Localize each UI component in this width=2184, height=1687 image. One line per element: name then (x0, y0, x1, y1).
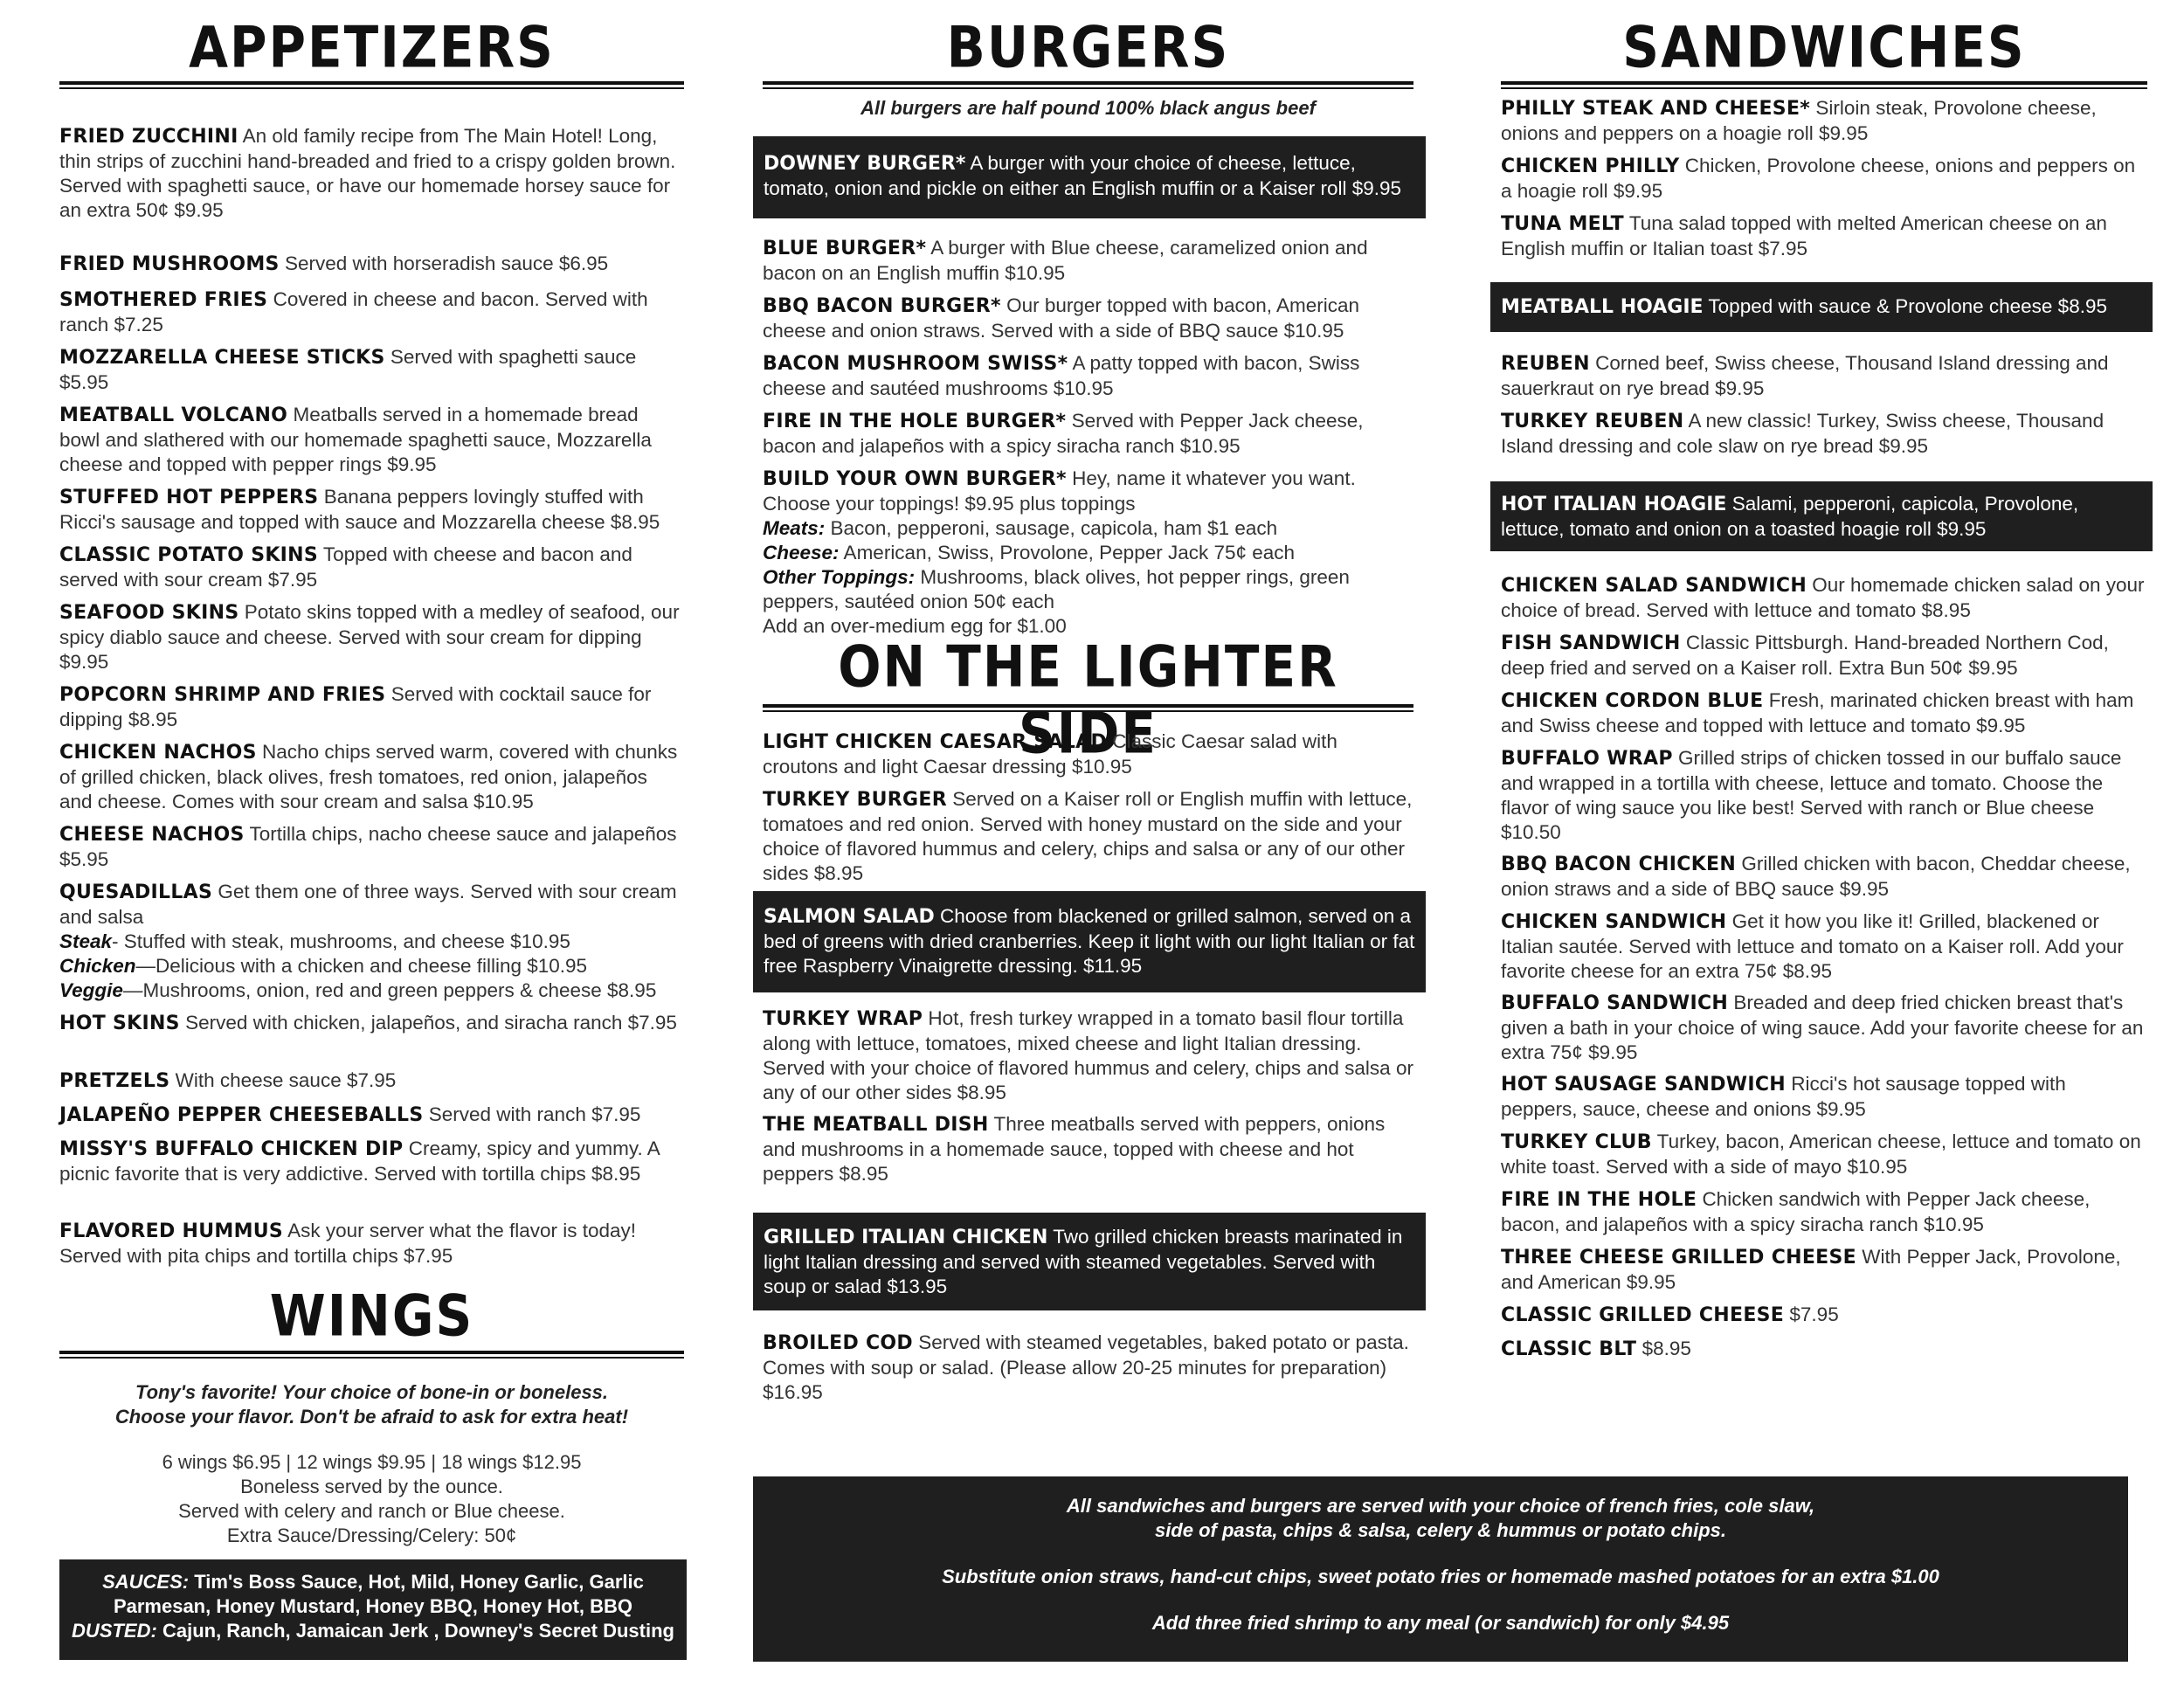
menu-item: BUFFALO SANDWICH Breaded and deep fried chicken breast that's given a bath in your choice of wing sauce. Add your favorite cheese for an extra 75¢ $9.95 (1501, 992, 2144, 1063)
wings-intro: Tony's favorite! Your choice of bone-in or boneless. Choose your flavor. Don't be afraid to ask for extra heat! (114, 1381, 629, 1428)
appetizers-heading: APPETIZERS (189, 13, 555, 81)
menu-item: FRIED MUSHROOMS Served with horseradish sauce $6.95 (59, 252, 609, 275)
wings-sauces-box: SAUCES: Tim's Boss Sauce, Hot, Mild, Honey Garlic, Garlic Parmesan, Honey Mustard, Honey BBQ, Honey Hot, BBQ DUSTED: Cajun, Ranch, Jamaican Jerk , Downey's Secret Dusting (59, 1559, 687, 1660)
wings-rule (59, 1351, 684, 1359)
burgers-heading: BURGERS (946, 13, 1230, 81)
menu-item: CLASSIC BLT $8.95 (1501, 1338, 1691, 1360)
menu-item: MOZZARELLA CHEESE STICKS Served with spaghetti sauce $5.95 (59, 346, 637, 393)
menu-item: MEATBALL VOLCANO Meatballs served in a homemade bread bowl and slathered with our homemade spaghetti sauce, Mozzarella cheese and topped with pepper rings $9.95 (59, 404, 652, 475)
lighter-heading: ON THE LIGHTER SIDE (838, 633, 1338, 767)
menu-item: LIGHT CHICKEN CAESAR SALAD Classic Caesar salad with croutons and light Caesar dressing $10.95 (763, 730, 1337, 778)
menu-item: HOT SAUSAGE SANDWICH Ricci's hot sausage topped with peppers, sauce, cheese and onions $9.95 (1501, 1073, 2066, 1120)
substitute-line: Substitute onion straws, hand-cut chips, sweet potato fries or homemade mashed potatoes for an extra $1.00 (942, 1566, 1939, 1587)
menu-item: THREE CHEESE GRILLED CHEESE With Pepper Jack, Provolone, and American $9.95 (1501, 1246, 2121, 1293)
menu-item: SEAFOOD SKINS Potato skins topped with a medley of seafood, our spicy diablo sauce and cheese. Served with sour cream for dipping $9.95 (59, 601, 680, 673)
menu-item-highlight: DOWNEY BURGER* A burger with your choice of cheese, lettuce, tomato, onion and pickle on either an English muffin or a Kaiser roll $9.95 (753, 136, 1426, 218)
sandwiches-heading: SANDWICHES (1622, 13, 2026, 81)
menu-item-highlight: SALMON SALAD Choose from blackened or grilled salmon, served on a bed of greens with dried cranberries. Keep it light with our light Italian or fat free Raspberry Vinaigrette dressing. $11.95 (753, 891, 1426, 992)
menu-item: JALAPEÑO PEPPER CHEESEBALLS Served with ranch $7.95 (59, 1103, 641, 1126)
sides-footer-box (753, 1476, 2128, 1662)
menu-item: BACON MUSHROOM SWISS* A patty topped with bacon, Swiss cheese and sautéed mushrooms $10.95 (763, 352, 1360, 399)
menu-item: HOT SKINS Served with chicken, jalapeños, and siracha ranch $7.95 (59, 1012, 677, 1034)
menu-item: PHILLY STEAK AND CHEESE* Sirloin steak, Provolone cheese, onions and peppers on a hoagie roll $9.95 (1501, 97, 2097, 144)
sandwiches-rule (1501, 81, 2147, 89)
menu-item: MISSY'S BUFFALO CHICKEN DIP Creamy, spicy and yummy. A picnic favorite that is very addictive. Served with tortilla chips $8.95 (59, 1137, 660, 1185)
appetizers-rule (59, 81, 684, 89)
menu-item: BBQ BACON BURGER* Our burger topped with bacon, American cheese and onion straws. Served with a side of BBQ sauce $10.95 (763, 294, 1360, 342)
menu-item: CHICKEN SALAD SANDWICH Our homemade chicken salad on your choice of bread. Served with lettuce and tomato $8.95 (1501, 574, 2145, 621)
menu-item: TUNA MELT Tuna salad topped with melted American cheese on an English muffin or Italian toast $7.95 (1501, 212, 2107, 259)
menu-item: FIRE IN THE HOLE Chicken sandwich with Pepper Jack cheese, bacon, and jalapeños with a spicy siracha ranch $10.95 (1501, 1188, 2091, 1235)
menu-item: REUBEN Corned beef, Swiss cheese, Thousand Island dressing and sauerkraut on rye bread $9.95 (1501, 352, 2109, 399)
menu-item: TURKEY BURGER Served on a Kaiser roll or English muffin with lettuce, tomatoes and red onion. Served with honey mustard on the side and your choice of flavored hummus and celery, chips and salsa or any of our other sides $8.95 (763, 788, 1413, 884)
lighter-rule (763, 704, 1413, 712)
menu-item-highlight: MEATBALL HOAGIE Topped with sauce & Provolone cheese $8.95 (1490, 282, 2153, 332)
menu-item: QUESADILLAS Get them one of three ways. Served with sour cream and salsa Steak- Stuffed with steak, mushrooms, and cheese $10.95 Chicken—Delicious with a chicken and cheese filling $10.95 Veggie—Mushrooms, onion, red and green peppers & cheese $8.95 (59, 881, 677, 1001)
menu-item: CHICKEN NACHOS Nacho chips served warm, covered with chunks of grilled chicken, black olives, fresh tomatoes, red onion, jalapeños and cheese. Comes with sour cream and salsa $10.95 (59, 741, 678, 812)
burgers-subtitle: All burgers are half pound 100% black angus beef (860, 97, 1316, 119)
menu-item: POPCORN SHRIMP AND FRIES Served with cocktail sauce for dipping $8.95 (59, 683, 652, 730)
menu-item: BUFFALO WRAP Grilled strips of chicken tossed in our buffalo sauce and wrapped in a tortilla with cheese, lettuce and tomato. Choose the flavor of wing sauce you like best! Served with ranch or Blue cheese $10.50 (1501, 747, 2122, 843)
menu-item: BROILED COD Served with steamed vegetables, baked potato or pasta. Comes with soup or salad. (Please allow 20-25 minutes for preparation) $16.95 (763, 1331, 1409, 1403)
menu-item: STUFFED HOT PEPPERS Banana peppers lovingly stuffed with Ricci's sausage and topped with sauce and Mozzarella cheese $8.95 (59, 486, 660, 533)
menu-item: PRETZELS With cheese sauce $7.95 (59, 1069, 397, 1092)
menu-item: FIRE IN THE HOLE BURGER* Served with Pepper Jack cheese, bacon and jalapeños with a spicy siracha ranch $10.95 (763, 410, 1364, 457)
menu-item-highlight: GRILLED ITALIAN CHICKEN Two grilled chicken breasts marinated in light Italian dressing and served with steamed vegetables. Served with soup or salad $13.95 (753, 1213, 1426, 1310)
shrimp-line: Add three fried shrimp to any meal (or sandwich) for only $4.95 (1151, 1612, 1730, 1634)
menu-item: BLUE BURGER* A burger with Blue cheese, caramelized onion and bacon on an English muffin $10.95 (763, 237, 1368, 284)
menu-item: FISH SANDWICH Classic Pittsburgh. Hand-breaded Northern Cod, deep fried and served on a Kaiser roll. Extra Bun 50¢ $9.95 (1501, 632, 2109, 679)
menu-item: TURKEY WRAP Hot, fresh turkey wrapped in a tomato basil flour tortilla along with lettuce, tomatoes, mixed cheese and light Italian dressing. Served with your choice of flavored hummus and celery, chips and salsa or any of our other sides $8.95 (763, 1007, 1413, 1103)
menu-item: FLAVORED HUMMUS Ask your server what the flavor is today! Served with pita chips and tortilla chips $7.95 (59, 1220, 637, 1267)
menu-item: CLASSIC POTATO SKINS Topped with cheese and bacon and served with sour cream $7.95 (59, 543, 632, 591)
menu-item: BBQ BACON CHICKEN Grilled chicken with bacon, Cheddar cheese, onion straws and a side of BBQ sauce $9.95 (1501, 853, 2131, 900)
menu-item: CLASSIC GRILLED CHEESE $7.95 (1501, 1303, 1839, 1326)
menu-item: CHICKEN CORDON BLUE Fresh, marinated chicken breast with ham and Swiss cheese and topped with lettuce and tomato $9.95 (1501, 689, 2134, 736)
menu-item: CHEESE NACHOS Tortilla chips, nacho cheese sauce and jalapeños $5.95 (59, 823, 677, 870)
menu-item: THE MEATBALL DISH Three meatballs served with peppers, onions and mushrooms in a homemade sauce, topped with cheese and hot peppers $8.95 (763, 1113, 1386, 1185)
sides-line: side of pasta, chips & salsa, celery & hummus or potato chips. (1154, 1519, 1727, 1541)
menu-item: BUILD YOUR OWN BURGER* Hey, name it whatever you want. Choose your toppings! $9.95 plus toppings Meats: Bacon, pepperoni, sausage, capicola, ham $1 each Cheese: American, Swiss, Provolone, Pepper Jack 75¢ each Other Toppings: Mushrooms, black olives, hot pepper rings, green peppers, sautéed onion 50¢ each Add an over-medium egg for $1.00 (763, 467, 1356, 637)
menu-item: TURKEY REUBEN A new classic! Turkey, Swiss cheese, Thousand Island dressing and cole slaw on rye bread $9.95 (1501, 410, 2105, 457)
sides-line: All sandwiches and burgers are served with your choice of french fries, cole slaw, (1066, 1495, 1815, 1517)
wings-heading: WINGS (269, 1282, 474, 1350)
burgers-rule (763, 81, 1413, 89)
menu-item: CHICKEN PHILLY Chicken, Provolone cheese, onions and peppers on a hoagie roll $9.95 (1501, 155, 2136, 202)
menu-item: CHICKEN SANDWICH Get it how you like it! Grilled, blackened or Italian sautée. Served with lettuce and tomato on a Kaiser roll. Add your favorite cheese for an extra 75¢ $8.95 (1501, 910, 2124, 982)
wings-pricing: 6 wings $6.95 | 12 wings $9.95 | 18 wings $12.95 Boneless served by the ounce. Served with celery and ranch or Blue cheese. Extra Sauce/Dressing/Celery: 50¢ (162, 1451, 582, 1546)
menu-item: TURKEY CLUB Turkey, bacon, American cheese, lettuce and tomato on white toast. Served with a side of mayo $10.95 (1501, 1130, 2141, 1178)
menu-item: SMOTHERED FRIES Covered in cheese and bacon. Served with ranch $7.25 (59, 288, 648, 335)
menu-item: FRIED ZUCCHINI An old family recipe from The Main Hotel! Long, thin strips of zucchini hand-breaded and fried to a crispy golden brown. Served with spaghetti sauce, or have our homemade horsey sauce for an extra 50¢ $9.95 (59, 125, 676, 221)
menu-item-highlight: HOT ITALIAN HOAGIE Salami, pepperoni, capicola, Provolone, lettuce, tomato and onion on a toasted hoagie roll $9.95 (1490, 481, 2153, 551)
